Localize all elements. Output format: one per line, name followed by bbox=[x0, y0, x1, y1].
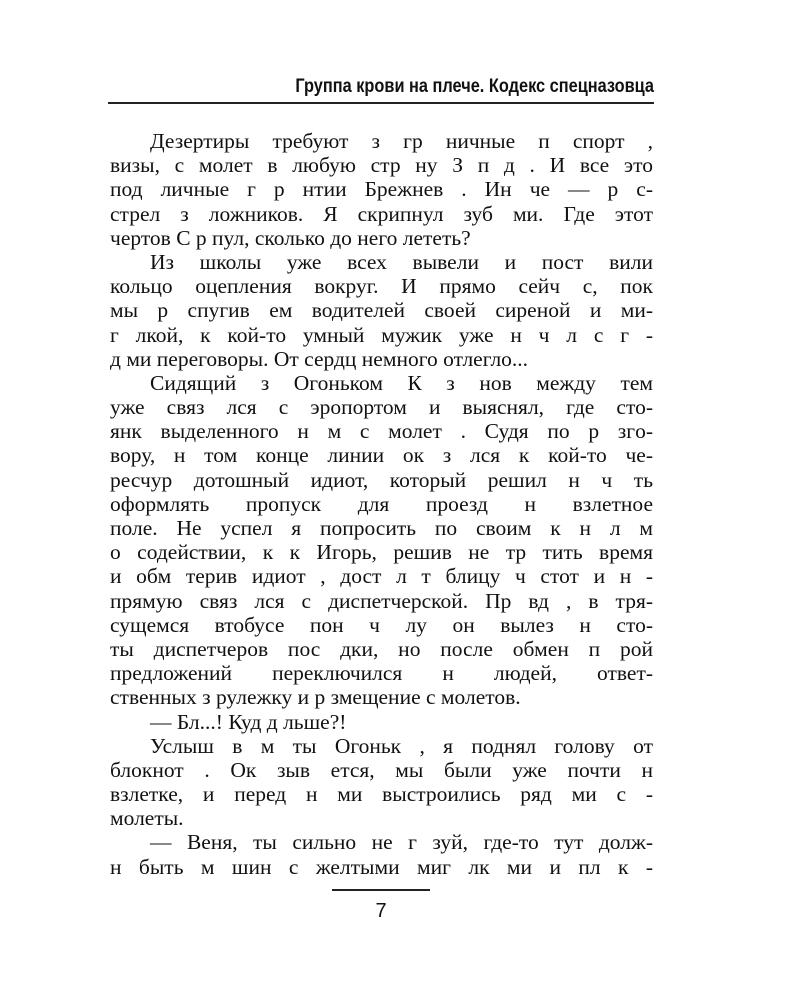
text-line: ты диспетчеров пос дки, но после обмен п рой bbox=[110, 636, 653, 661]
text-line: блокнот . Ок зыв ется, мы были уже почти н bbox=[110, 757, 653, 782]
text-line: молеты. bbox=[110, 806, 184, 831]
running-header: Группа крови на плече. Кодекс спецназовца bbox=[295, 76, 654, 97]
text-line: вору, н том конце линии ок з лся к кой-то че- bbox=[110, 443, 653, 468]
text-line: и обм терив идиот , дост л т блицу ч стот и н - bbox=[110, 564, 653, 589]
text-line: Услыш в м ты Огоньк , я поднял голову от bbox=[150, 733, 653, 758]
text-line: прямую связ лся с диспетчерской. Пр вд , в тря- bbox=[110, 588, 653, 613]
text-line: Дезертиры требуют з гр ничные п спорт , bbox=[150, 129, 653, 153]
text-line: г лкой, к кой-то умный мужик уже н ч л с г - bbox=[110, 322, 653, 347]
text-line: кольцо оцепления вокруг. И прямо сейч с, пок bbox=[110, 274, 653, 299]
text-line: Сидящий з Огоньком К з нов между тем bbox=[150, 370, 653, 395]
text-line: Из школы уже всех вывели и пост вили bbox=[150, 249, 653, 274]
header-divider bbox=[108, 102, 654, 104]
text-line: под личные г р нтии Брежнев . Ин че — р с- bbox=[110, 177, 653, 202]
text-line: д ми переговоры. От сердц немного отлегло... bbox=[110, 346, 529, 371]
text-line: взлетке, и перед н ми выстроились ряд ми с - bbox=[110, 782, 653, 807]
text-line: стрел з ложников. Я скрипнул зуб ми. Где этот bbox=[110, 201, 653, 226]
text-line: уже связ лся с эропортом и выяснял, где сто- bbox=[110, 395, 653, 420]
text-line: н быть м шин с желтыми миг лк ми и пл к - bbox=[110, 854, 653, 879]
text-line: — Бл...! Куд д льше?! bbox=[150, 709, 347, 734]
text-line: ственных з рулежку и р змещение с молетов. bbox=[110, 685, 521, 710]
text-line: оформлять пропуск для проезд н взлетное bbox=[110, 491, 653, 516]
text-line: предложений переключился н людей, ответ- bbox=[110, 661, 653, 686]
text-line: визы, с молет в любую стр ну З п д . И все это bbox=[110, 153, 653, 178]
text-line: ресчур дотошный идиот, который решил н ч ть bbox=[110, 467, 653, 492]
text-line: чертов С р пул, сколько до него лететь? bbox=[110, 225, 471, 250]
text-line: мы р спугив ем водителей своей сиреной и ми- bbox=[110, 298, 653, 323]
text-line: о содействии, к к Игорь, решив не тр тить время bbox=[110, 540, 653, 565]
text-line: — Веня, ты сильно не г зуй, где-то тут долж- bbox=[150, 830, 653, 855]
text-line: сущемся втобусе пон ч лу он вылез н сто- bbox=[110, 612, 653, 637]
page-number: 7 bbox=[375, 900, 387, 922]
text-line: янк выделенного н м с молет . Судя по р згo- bbox=[110, 419, 653, 444]
footer-divider bbox=[332, 889, 430, 891]
text-line: поле. Не успел я попросить по своим к н л м bbox=[110, 516, 653, 540]
body-text bbox=[110, 129, 653, 879]
